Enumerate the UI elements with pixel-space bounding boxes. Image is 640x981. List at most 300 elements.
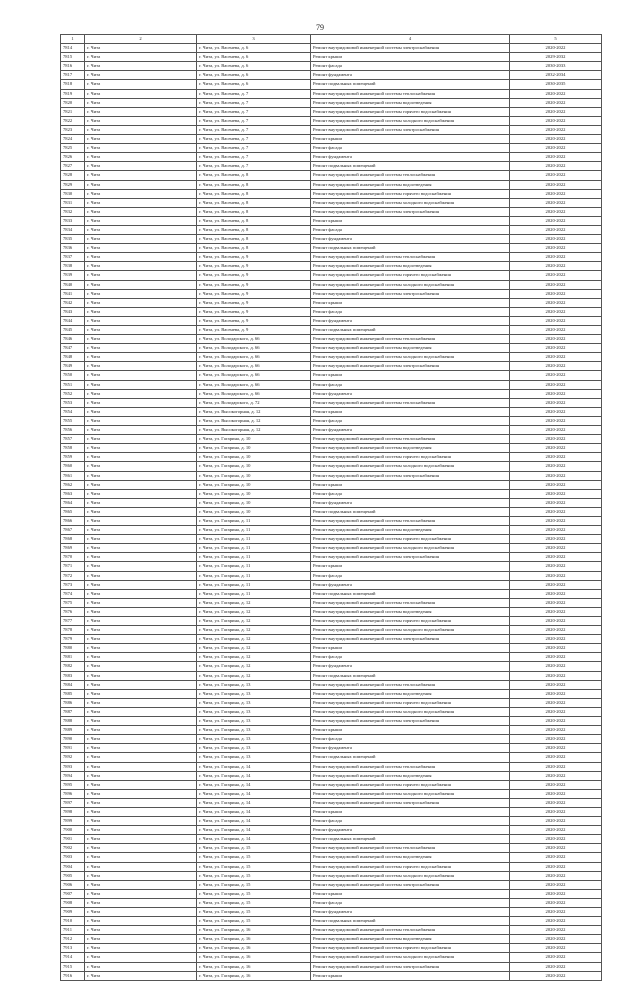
cell-work-type: Ремонт фасада <box>311 735 510 744</box>
cell-number: 7835 <box>61 235 85 244</box>
cell-municipality: г. Чита <box>85 335 197 344</box>
cell-work-type: Ремонт внутридомовой инженерной системы горячего водоснабжения <box>311 617 510 626</box>
cell-period: 2020-2022 <box>510 416 602 425</box>
table-row <box>61 98 602 107</box>
cell-number: 7852 <box>61 389 85 398</box>
cell-number: 7915 <box>61 962 85 971</box>
table-row <box>61 71 602 80</box>
cell-municipality: г. Чита <box>85 944 197 953</box>
cell-address: г. Чита, ул. Васенева, д. 9 <box>197 307 311 316</box>
cell-period: 2020-2022 <box>510 335 602 344</box>
table-row <box>61 671 602 680</box>
cell-period: 2020-2022 <box>510 698 602 707</box>
cell-municipality: г. Чита <box>85 225 197 234</box>
cell-work-type: Ремонт внутридомовой инженерной системы водоотведения <box>311 771 510 780</box>
cell-work-type: Ремонт внутридомовой инженерной системы холодного водоснабжения <box>311 789 510 798</box>
cell-municipality: г. Чита <box>85 516 197 525</box>
cell-municipality: г. Чита <box>85 235 197 244</box>
cell-number: 7829 <box>61 180 85 189</box>
cell-address: г. Чита, ул. Васенева, д. 8 <box>197 225 311 234</box>
cell-work-type: Ремонт внутридомовой инженерной системы теплоснабжения <box>311 171 510 180</box>
cell-number: 7844 <box>61 316 85 325</box>
cell-period: 2020-2022 <box>510 817 602 826</box>
table-row <box>61 335 602 344</box>
cell-number: 7879 <box>61 635 85 644</box>
table-row <box>61 280 602 289</box>
table-row <box>61 453 602 462</box>
cell-municipality: г. Чита <box>85 771 197 780</box>
cell-address: г. Чита, ул. Гагарина, д. 11 <box>197 571 311 580</box>
cell-number: 7843 <box>61 307 85 316</box>
header-col-number: 1 <box>61 35 85 44</box>
table-row <box>61 426 602 435</box>
cell-period: 2020-2022 <box>510 253 602 262</box>
cell-number: 7908 <box>61 898 85 907</box>
table-row <box>61 162 602 171</box>
table-row <box>61 553 602 562</box>
cell-address: г. Чита, ул. Васенева, д. 9 <box>197 326 311 335</box>
table-row <box>61 635 602 644</box>
cell-municipality: г. Чита <box>85 307 197 316</box>
cell-work-type: Ремонт внутридомовой инженерной системы электроснабжения <box>311 125 510 134</box>
cell-municipality: г. Чита <box>85 89 197 98</box>
cell-period: 2020-2022 <box>510 362 602 371</box>
table-row <box>61 444 602 453</box>
cell-period: 2020-2022 <box>510 871 602 880</box>
cell-period: 2020-2022 <box>510 498 602 507</box>
cell-municipality: г. Чита <box>85 862 197 871</box>
cell-address: г. Чита, ул. Васенева, д. 9 <box>197 271 311 280</box>
table-row <box>61 380 602 389</box>
cell-number: 7873 <box>61 580 85 589</box>
table-row <box>61 798 602 807</box>
cell-period: 2020-2022 <box>510 689 602 698</box>
cell-number: 7851 <box>61 380 85 389</box>
cell-number: 7845 <box>61 326 85 335</box>
cell-work-type: Ремонт фундамента <box>311 153 510 162</box>
cell-municipality: г. Чита <box>85 271 197 280</box>
cell-number: 7817 <box>61 71 85 80</box>
cell-municipality: г. Чита <box>85 253 197 262</box>
cell-period: 2020-2022 <box>510 326 602 335</box>
table-row <box>61 962 602 971</box>
cell-municipality: г. Чита <box>85 953 197 962</box>
cell-work-type: Ремонт крыши <box>311 135 510 144</box>
cell-work-type: Ремонт внутридомовой инженерной системы водоотведения <box>311 853 510 862</box>
cell-number: 7903 <box>61 853 85 862</box>
cell-address: г. Чита, ул. Васенева, д. 7 <box>197 144 311 153</box>
cell-number: 7863 <box>61 489 85 498</box>
cell-work-type: Ремонт внутридомовой инженерной системы электроснабжения <box>311 553 510 562</box>
table-row <box>61 462 602 471</box>
cell-address: г. Чита, ул. Гагарина, д. 10 <box>197 480 311 489</box>
table-row <box>61 880 602 889</box>
header-col-address: 3 <box>197 35 311 44</box>
cell-number: 7833 <box>61 216 85 225</box>
cell-address: г. Чита, ул. Гагарина, д. 10 <box>197 453 311 462</box>
table-row <box>61 371 602 380</box>
cell-number: 7866 <box>61 516 85 525</box>
cell-municipality: г. Чита <box>85 471 197 480</box>
cell-period: 2020-2022 <box>510 125 602 134</box>
cell-municipality: г. Чита <box>85 125 197 134</box>
cell-address: г. Чита, ул. Гагарина, д. 15 <box>197 917 311 926</box>
cell-address: г. Чита, ул. Володарского, д. 66 <box>197 353 311 362</box>
cell-work-type: Ремонт внутридомовой инженерной системы водоотведения <box>311 344 510 353</box>
cell-number: 7819 <box>61 89 85 98</box>
table-row <box>61 698 602 707</box>
cell-municipality: г. Чита <box>85 526 197 535</box>
cell-period: 2020-2022 <box>510 753 602 762</box>
cell-number: 7883 <box>61 671 85 680</box>
cell-municipality: г. Чита <box>85 898 197 907</box>
cell-period: 2020-2022 <box>510 371 602 380</box>
cell-period: 2020-2022 <box>510 344 602 353</box>
cell-number: 7849 <box>61 362 85 371</box>
cell-work-type: Ремонт внутридомовой инженерной системы теплоснабжения <box>311 926 510 935</box>
cell-municipality: г. Чита <box>85 389 197 398</box>
cell-municipality: г. Чита <box>85 917 197 926</box>
cell-number: 7850 <box>61 371 85 380</box>
table-row <box>61 480 602 489</box>
cell-address: г. Чита, ул. Гагарина, д. 11 <box>197 516 311 525</box>
cell-work-type: Ремонт внутридомовой инженерной системы холодного водоснабжения <box>311 198 510 207</box>
cell-period: 2020-2022 <box>510 771 602 780</box>
cell-work-type: Ремонт внутридомовой инженерной системы теплоснабжения <box>311 844 510 853</box>
cell-period: 2020-2022 <box>510 898 602 907</box>
cell-work-type: Ремонт фундамента <box>311 908 510 917</box>
table-row <box>61 580 602 589</box>
cell-address: г. Чита, ул. Васенева, д. 9 <box>197 253 311 262</box>
cell-period: 2020-2022 <box>510 207 602 216</box>
table-row <box>61 407 602 416</box>
cell-address: г. Чита, ул. Гагарина, д. 15 <box>197 862 311 871</box>
cell-work-type: Ремонт крыши <box>311 407 510 416</box>
cell-period: 2020-2022 <box>510 289 602 298</box>
cell-number: 7848 <box>61 353 85 362</box>
cell-number: 7856 <box>61 426 85 435</box>
cell-municipality: г. Чита <box>85 798 197 807</box>
cell-municipality: г. Чита <box>85 544 197 553</box>
cell-number: 7870 <box>61 553 85 562</box>
table-row <box>61 435 602 444</box>
cell-address: г. Чита, ул. Гагарина, д. 15 <box>197 889 311 898</box>
cell-number: 7871 <box>61 562 85 571</box>
cell-address: г. Чита, ул. Гагарина, д. 15 <box>197 844 311 853</box>
cell-period: 2020-2022 <box>510 235 602 244</box>
cell-municipality: г. Чита <box>85 598 197 607</box>
cell-period: 2020-2022 <box>510 526 602 535</box>
header-col-municipality: 2 <box>85 35 197 44</box>
cell-work-type: Ремонт внутридомовой инженерной системы горячего водоснабжения <box>311 944 510 953</box>
cell-number: 7836 <box>61 244 85 253</box>
cell-period: 2032-2034 <box>510 71 602 80</box>
table-row <box>61 889 602 898</box>
cell-address: г. Чита, ул. Гагарина, д. 12 <box>197 626 311 635</box>
cell-municipality: г. Чита <box>85 789 197 798</box>
table-row <box>61 135 602 144</box>
table-row <box>61 926 602 935</box>
table-row <box>61 871 602 880</box>
cell-work-type: Ремонт внутридомовой инженерной системы горячего водоснабжения <box>311 189 510 198</box>
cell-municipality: г. Чита <box>85 926 197 935</box>
cell-work-type: Ремонт внутридомовой инженерной системы электроснабжения <box>311 362 510 371</box>
cell-address: г. Чита, ул. Гагарина, д. 14 <box>197 826 311 835</box>
cell-number: 7906 <box>61 880 85 889</box>
cell-address: г. Чита, ул. Гагарина, д. 13 <box>197 698 311 707</box>
cell-address: г. Чита, ул. Гагарина, д. 13 <box>197 735 311 744</box>
cell-work-type: Ремонт внутридомовой инженерной системы водоотведения <box>311 526 510 535</box>
table-row <box>61 53 602 62</box>
cell-address: г. Чита, ул. Гагарина, д. 12 <box>197 607 311 616</box>
cell-number: 7831 <box>61 198 85 207</box>
cell-municipality: г. Чита <box>85 453 197 462</box>
table-row <box>61 44 602 53</box>
cell-period: 2020-2022 <box>510 935 602 944</box>
cell-address: г. Чита, ул. Гагарина, д. 10 <box>197 471 311 480</box>
cell-work-type: Ремонт внутридомовой инженерной системы электроснабжения <box>311 289 510 298</box>
cell-work-type: Ремонт внутридомовой инженерной системы водоотведения <box>311 607 510 616</box>
cell-work-type: Ремонт внутридомовой инженерной системы холодного водоснабжения <box>311 707 510 716</box>
cell-municipality: г. Чита <box>85 353 197 362</box>
cell-number: 7905 <box>61 871 85 880</box>
cell-address: г. Чита, ул. Васенева, д. 7 <box>197 162 311 171</box>
cell-address: г. Чита, ул. Гагарина, д. 15 <box>197 853 311 862</box>
cell-work-type: Ремонт внутридомовой инженерной системы холодного водоснабжения <box>311 626 510 635</box>
table-row <box>61 562 602 571</box>
cell-period: 2020-2022 <box>510 953 602 962</box>
cell-number: 7814 <box>61 44 85 53</box>
header-col-period: 5 <box>510 35 602 44</box>
table-row <box>61 626 602 635</box>
cell-municipality: г. Чита <box>85 44 197 53</box>
table-row <box>61 489 602 498</box>
cell-work-type: Ремонт крыши <box>311 298 510 307</box>
cell-address: г. Чита, ул. Гагарина, д. 16 <box>197 971 311 980</box>
cell-address: г. Чита, ул. Гагарина, д. 14 <box>197 835 311 844</box>
cell-period: 2020-2022 <box>510 153 602 162</box>
cell-work-type: Ремонт фундамента <box>311 662 510 671</box>
cell-municipality: г. Чита <box>85 962 197 971</box>
table-row <box>61 689 602 698</box>
cell-number: 7832 <box>61 207 85 216</box>
cell-work-type: Ремонт фундамента <box>311 389 510 398</box>
cell-address: г. Чита, ул. Гагарина, д. 14 <box>197 789 311 798</box>
cell-work-type: Ремонт внутридомовой инженерной системы горячего водоснабжения <box>311 780 510 789</box>
cell-period: 2020-2022 <box>510 426 602 435</box>
cell-period: 2020-2022 <box>510 535 602 544</box>
cell-number: 7837 <box>61 253 85 262</box>
cell-municipality: г. Чита <box>85 871 197 880</box>
cell-work-type: Ремонт внутридомовой инженерной системы холодного водоснабжения <box>311 871 510 880</box>
cell-address: г. Чита, ул. Высокогорная, д. 12 <box>197 426 311 435</box>
cell-work-type: Ремонт фундамента <box>311 826 510 835</box>
cell-number: 7896 <box>61 789 85 798</box>
table-row <box>61 817 602 826</box>
cell-address: г. Чита, ул. Васенева, д. 8 <box>197 235 311 244</box>
cell-address: г. Чита, ул. Гагарина, д. 16 <box>197 926 311 935</box>
cell-period: 2020-2022 <box>510 789 602 798</box>
cell-work-type: Ремонт внутридомовой инженерной системы водоотведения <box>311 262 510 271</box>
cell-work-type: Ремонт фасада <box>311 898 510 907</box>
cell-work-type: Ремонт фасада <box>311 416 510 425</box>
cell-address: г. Чита, ул. Васенева, д. 8 <box>197 244 311 253</box>
table-row <box>61 953 602 962</box>
cell-period: 2020-2022 <box>510 435 602 444</box>
cell-address: г. Чита, ул. Гагарина, д. 11 <box>197 526 311 535</box>
cell-work-type: Ремонт внутридомовой инженерной системы теплоснабжения <box>311 762 510 771</box>
cell-address: г. Чита, ул. Гагарина, д. 12 <box>197 617 311 626</box>
table-row <box>61 398 602 407</box>
cell-period: 2020-2022 <box>510 862 602 871</box>
cell-period: 2020-2022 <box>510 580 602 589</box>
cell-period: 2020-2022 <box>510 826 602 835</box>
cell-work-type: Ремонт фасада <box>311 144 510 153</box>
cell-period: 2020-2022 <box>510 744 602 753</box>
cell-work-type: Ремонт фундамента <box>311 744 510 753</box>
cell-period: 2020-2022 <box>510 462 602 471</box>
cell-work-type: Ремонт подвальных помещений <box>311 326 510 335</box>
cell-municipality: г. Чита <box>85 198 197 207</box>
cell-address: г. Чита, ул. Гагарина, д. 12 <box>197 671 311 680</box>
cell-municipality: г. Чита <box>85 316 197 325</box>
cell-municipality: г. Чита <box>85 880 197 889</box>
cell-address: г. Чита, ул. Васенева, д. 7 <box>197 89 311 98</box>
cell-work-type: Ремонт подвальных помещений <box>311 835 510 844</box>
table-row <box>61 535 602 544</box>
cell-number: 7860 <box>61 462 85 471</box>
cell-address: г. Чита, ул. Гагарина, д. 15 <box>197 908 311 917</box>
table-row <box>61 153 602 162</box>
cell-number: 7859 <box>61 453 85 462</box>
cell-period: 2020-2022 <box>510 389 602 398</box>
table-row <box>61 807 602 816</box>
cell-address: г. Чита, ул. Васенева, д. 7 <box>197 125 311 134</box>
cell-number: 7834 <box>61 225 85 234</box>
table-row <box>61 644 602 653</box>
cell-work-type: Ремонт внутридомовой инженерной системы электроснабжения <box>311 471 510 480</box>
cell-period: 2020-2022 <box>510 398 602 407</box>
cell-municipality: г. Чита <box>85 80 197 89</box>
cell-address: г. Чита, ул. Васенева, д. 8 <box>197 171 311 180</box>
cell-municipality: г. Чита <box>85 671 197 680</box>
cell-municipality: г. Чита <box>85 326 197 335</box>
cell-number: 7846 <box>61 335 85 344</box>
cell-address: г. Чита, ул. Высокогорная, д. 12 <box>197 407 311 416</box>
table-row <box>61 271 602 280</box>
cell-period: 2020-2022 <box>510 262 602 271</box>
cell-address: г. Чита, ул. Гагарина, д. 12 <box>197 662 311 671</box>
cell-number: 7824 <box>61 135 85 144</box>
cell-municipality: г. Чита <box>85 507 197 516</box>
cell-period: 2020-2022 <box>510 225 602 234</box>
cell-period: 2020-2022 <box>510 544 602 553</box>
table-row <box>61 826 602 835</box>
table-row <box>61 744 602 753</box>
cell-municipality: г. Чита <box>85 116 197 125</box>
table-row <box>61 307 602 316</box>
cell-work-type: Ремонт фасада <box>311 571 510 580</box>
cell-work-type: Ремонт фасада <box>311 817 510 826</box>
cell-address: г. Чита, ул. Гагарина, д. 13 <box>197 726 311 735</box>
cell-address: г. Чита, ул. Гагарина, д. 13 <box>197 689 311 698</box>
cell-period: 2020-2022 <box>510 271 602 280</box>
cell-municipality: г. Чита <box>85 889 197 898</box>
cell-work-type: Ремонт внутридомовой инженерной системы теплоснабжения <box>311 89 510 98</box>
cell-period: 2020-2022 <box>510 116 602 125</box>
cell-address: г. Чита, ул. Гагарина, д. 11 <box>197 544 311 553</box>
cell-period: 2030-2035 <box>510 80 602 89</box>
table-row <box>61 526 602 535</box>
table-row <box>61 326 602 335</box>
cell-period: 2020-2022 <box>510 835 602 844</box>
cell-municipality: г. Чита <box>85 416 197 425</box>
cell-municipality: г. Чита <box>85 98 197 107</box>
cell-municipality: г. Чита <box>85 262 197 271</box>
cell-address: г. Чита, ул. Гагарина, д. 14 <box>197 771 311 780</box>
cell-period: 2020-2022 <box>510 316 602 325</box>
cell-municipality: г. Чита <box>85 835 197 844</box>
cell-municipality: г. Чита <box>85 680 197 689</box>
cell-work-type: Ремонт крыши <box>311 889 510 898</box>
cell-municipality: г. Чита <box>85 589 197 598</box>
cell-period: 2020-2022 <box>510 162 602 171</box>
cell-work-type: Ремонт крыши <box>311 644 510 653</box>
table-row <box>61 589 602 598</box>
cell-municipality: г. Чита <box>85 853 197 862</box>
cell-address: г. Чита, ул. Васенева, д. 9 <box>197 316 311 325</box>
cell-work-type: Ремонт внутридомовой инженерной системы электроснабжения <box>311 207 510 216</box>
cell-number: 7909 <box>61 908 85 917</box>
cell-municipality: г. Чита <box>85 207 197 216</box>
cell-number: 7912 <box>61 935 85 944</box>
cell-municipality: г. Чита <box>85 698 197 707</box>
table-row <box>61 607 602 616</box>
page-number: 79 <box>316 23 324 32</box>
table-row <box>61 835 602 844</box>
cell-number: 7838 <box>61 262 85 271</box>
cell-period: 2020-2022 <box>510 107 602 116</box>
cell-number: 7880 <box>61 644 85 653</box>
table-body <box>61 44 602 981</box>
cell-period: 2030-2033 <box>510 62 602 71</box>
cell-municipality: г. Чита <box>85 462 197 471</box>
cell-address: г. Чита, ул. Гагарина, д. 10 <box>197 498 311 507</box>
cell-municipality: г. Чита <box>85 580 197 589</box>
cell-municipality: г. Чита <box>85 935 197 944</box>
cell-number: 7840 <box>61 280 85 289</box>
cell-work-type: Ремонт фундамента <box>311 235 510 244</box>
table-row <box>61 62 602 71</box>
table-row <box>61 107 602 116</box>
cell-number: 7822 <box>61 116 85 125</box>
cell-municipality: г. Чита <box>85 562 197 571</box>
cell-work-type: Ремонт внутридомовой инженерной системы холодного водоснабжения <box>311 953 510 962</box>
cell-period: 2020-2022 <box>510 735 602 744</box>
table-row <box>61 207 602 216</box>
cell-municipality: г. Чита <box>85 244 197 253</box>
cell-period: 2020-2022 <box>510 926 602 935</box>
cell-number: 7828 <box>61 171 85 180</box>
cell-work-type: Ремонт крыши <box>311 216 510 225</box>
cell-work-type: Ремонт внутридомовой инженерной системы электроснабжения <box>311 798 510 807</box>
cell-address: г. Чита, ул. Васенева, д. 7 <box>197 135 311 144</box>
repair-schedule-table <box>60 34 602 981</box>
cell-number: 7900 <box>61 826 85 835</box>
cell-address: г. Чита, ул. Высокогорная, д. 12 <box>197 416 311 425</box>
cell-municipality: г. Чита <box>85 635 197 644</box>
cell-municipality: г. Чита <box>85 607 197 616</box>
